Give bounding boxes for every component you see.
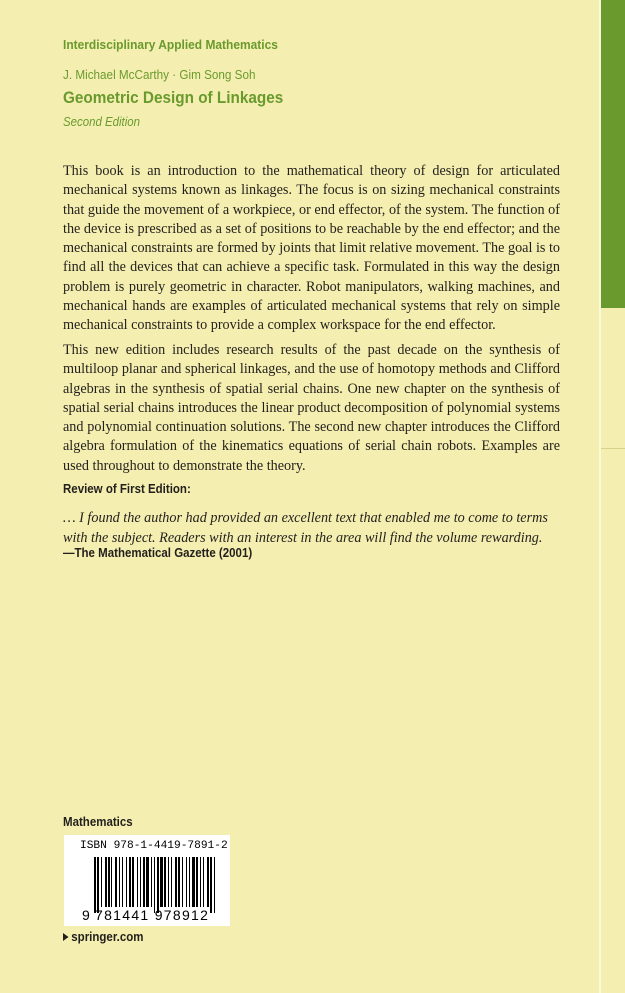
- authors: J. Michael McCarthy · Gim Song Soh: [63, 67, 256, 82]
- barcode: [64, 835, 230, 926]
- barcode-bar: [105, 857, 107, 907]
- edition: Second Edition: [63, 114, 140, 129]
- barcode-bar: [175, 857, 177, 907]
- publisher-website[interactable]: [63, 930, 144, 944]
- subject-category: Mathematics: [63, 815, 133, 829]
- barcode-bar: [207, 857, 209, 907]
- barcode-bar: [151, 857, 152, 907]
- review-source: —The Mathematical Gazette (2001): [63, 546, 253, 560]
- website-label: springer.com: [71, 930, 144, 944]
- barcode-bar: [108, 857, 110, 907]
- barcode-bar: [111, 857, 112, 907]
- barcode-bar: [182, 857, 183, 907]
- barcode-bar: [189, 857, 190, 907]
- side-divider: [601, 448, 625, 449]
- barcode-bar: [140, 857, 141, 907]
- barcode-bar: [192, 857, 195, 907]
- arrow-icon: [63, 933, 69, 941]
- barcode-bar: [168, 857, 169, 907]
- barcode-bar: [214, 857, 215, 913]
- barcode-bar: [126, 857, 127, 907]
- barcode-bar: [129, 857, 131, 907]
- barcode-bar: [132, 857, 134, 907]
- review-heading: Review of First Edition:: [63, 482, 191, 496]
- series-color-tab: [601, 0, 625, 308]
- barcode-bar: [178, 857, 180, 907]
- barcode-bar: [122, 857, 123, 907]
- ean-digits: 781441 978912: [95, 907, 210, 923]
- barcode-bar: [115, 857, 117, 907]
- barcode-bar: [157, 857, 159, 913]
- barcode-bar: [94, 857, 96, 913]
- barcode-bar: [119, 857, 120, 907]
- barcode-bar: [164, 857, 166, 907]
- barcode-bar: [200, 857, 201, 907]
- barcode-bar: [97, 857, 99, 913]
- description-paragraph-1: This book is an introduction to the mathematical theory of design for articulated mechanical systems known as linkages. The focus is on sizing mechanical constraints that guide the movement of a workpiece, or end effector, of the system. The function of the device is prescribed as a set of positions to be reachable by the end effector; and the mechanical constraints are formed by joints that limit relative movement. The goal is to find all the devices that can achieve a specific task. Formulated in this way the design problem is purely geometric in character. Robot manipulators, walking machines, and mechanical hands are examples of articulated mechanical systems that rely on simple mechanical constraints to provide a complex workspace for the end effector.: [63, 163, 560, 334]
- barcode-bar: [186, 857, 187, 907]
- barcode-bar: [143, 857, 145, 907]
- barcode-bar: [171, 857, 172, 907]
- isbn: ISBN 978-1-4419-7891-2: [80, 840, 228, 852]
- barcode-bar: [154, 857, 155, 913]
- description-paragraph-2: This new edition includes research results of the past decade on the synthesis of multiloop planar and spherical linkages, and the use of homotopy methods and Clifford algebras in the synthesis of spatial serial chains. One new chapter on the synthesis of spatial serial chains introduces the linear product decomposition of polynomial systems and polynomial continuation solutions. The second new chapter introduces the Clifford algebra formulation of the kinematics equations of serial chain robots. Examples are used throughout to demonstrate the theory.: [63, 342, 560, 474]
- barcode-bar: [137, 857, 138, 907]
- barcode-bar: [210, 857, 212, 913]
- barcode-bar: [160, 857, 163, 907]
- barcode-bar: [203, 857, 204, 907]
- series-name: Interdisciplinary Applied Mathematics: [63, 37, 278, 52]
- barcode-bar: [196, 857, 198, 907]
- review-quote: … I found the author had provided an excellent text that enabled me to come to terms with the subject. Readers with an interest in the area will find the volume rewarding.: [63, 510, 548, 546]
- book-title: Geometric Design of Linkages: [63, 88, 284, 107]
- barcode-bar: [101, 857, 102, 907]
- barcode-bar: [146, 857, 149, 907]
- barcode-bars: [94, 857, 224, 909]
- ean-first-digit: 9: [82, 907, 90, 923]
